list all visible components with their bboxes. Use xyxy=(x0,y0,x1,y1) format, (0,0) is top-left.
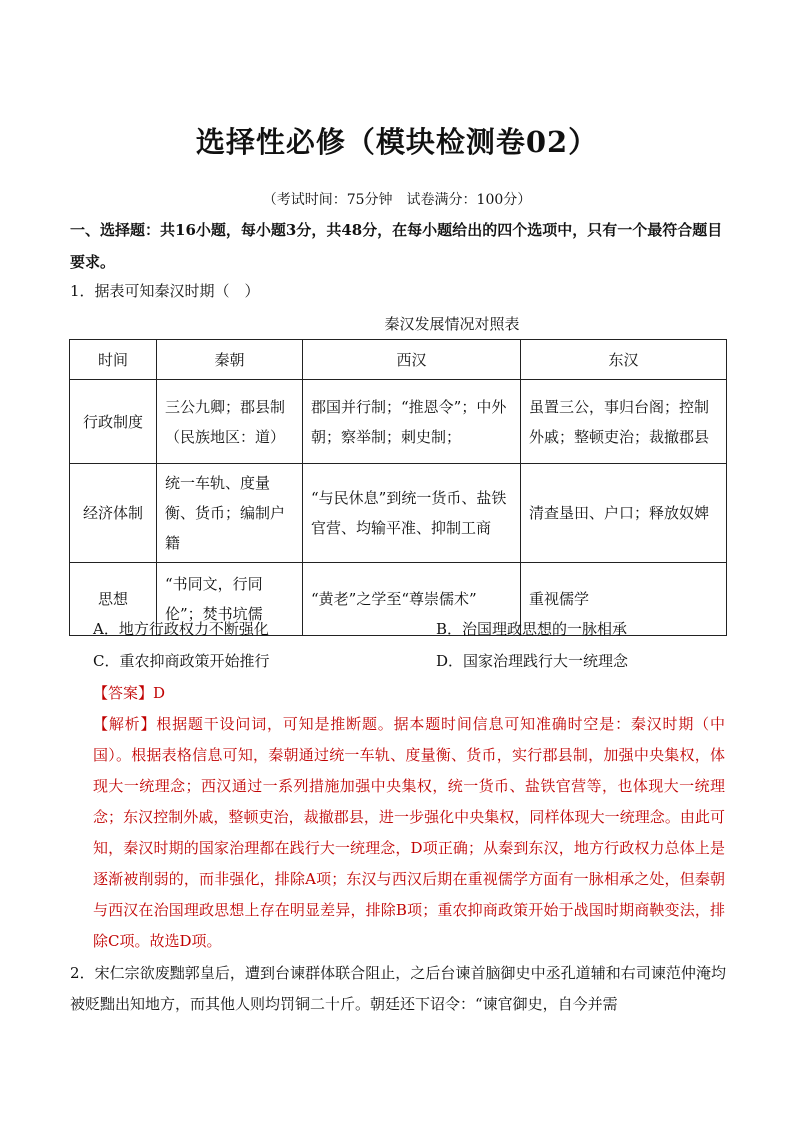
question-2-stem: 2．宋仁宗欲废黜郭皇后，遭到台谏群体联合阻止，之后台谏首脑御史中丞孔道辅和右司谏范仲淹均被贬黜出知地方，而其他人则均罚铜二十斤。朝廷还下诏令：“谏官御史，自今并需 xyxy=(70,964,726,1013)
answer-label: 【答案】D xyxy=(93,684,166,702)
options-row xyxy=(93,645,723,677)
table-cell: 经济体制 xyxy=(70,464,157,563)
question-1-stem: 1．据表可知秦汉时期（ ） xyxy=(70,282,260,300)
table-header-cell: 东汉 xyxy=(521,340,727,380)
table-row xyxy=(70,464,727,563)
table-cell: 思想 xyxy=(70,563,157,636)
section-heading: 一、选择题：共16小题，每小题3分，共48分，在每小题给出的四个选项中，只有一个最符合题目要求。 xyxy=(70,221,723,271)
option-a[interactable]: A．地方行政权力不断强化 xyxy=(93,620,269,638)
table-cell: “与民休息”到统一货币、盐铁官营、均输平准、抑制工商 xyxy=(303,464,521,563)
table-row xyxy=(70,380,727,464)
table-header-cell: 西汉 xyxy=(303,340,521,380)
option-d[interactable]: D．国家治理践行大一统理念 xyxy=(436,652,629,670)
table-cell: 虽置三公，事归台阁；控制外戚；整顿吏治；裁撤郡县 xyxy=(521,380,727,464)
option-b[interactable]: B．治国理政思想的一脉相承 xyxy=(436,620,628,638)
options-row xyxy=(93,613,723,645)
table-cell: 行政制度 xyxy=(70,380,157,464)
table-header-cell: 秦朝 xyxy=(157,340,303,380)
table-cell: 三公九卿；郡县制（民族地区：道） xyxy=(157,380,303,464)
table-cell: 清查垦田、户口；释放奴婢 xyxy=(521,464,727,563)
option-c[interactable]: C．重农抑商政策开始推行 xyxy=(93,652,270,670)
table-cell: “黄老”之学至“尊崇儒术” xyxy=(303,563,521,636)
analysis-text: 【解析】根据题干设问词，可知是推断题。据本题时间信息可知准确时空是：秦汉时期（中国）。根据表格信息可知，秦朝通过统一车轨、度量衡、货币，实行郡县制，加强中央集权，体现大一统理念；西汉通过一系列措施加强中央集权，统一货币、盐铁官营等，也体现大一统理念；东汉控制外戚，整顿吏治，裁撤郡县，进一步强化中央集权，同样体现大一统理念。由此可知，秦汉时期的国家治理都在践行大一统理念，D项正确；从秦到东汉，地方行政权力总体上是逐渐被削弱的，而非强化，排除A项；东汉与西汉后期在重视儒学方面有一脉相承之处，但秦朝与西汉在治国理政思想上存在明显差异，排除B项；重农抑商政策开始于战国时期商鞅变法，排除C项。故选D项。 xyxy=(93,715,725,950)
table-cell: 郡国并行制；“推恩令”；中外朝；察举制；刺史制； xyxy=(303,380,521,464)
table-cell: 重视儒学 xyxy=(521,563,727,636)
table-header-row xyxy=(70,340,727,380)
answer-options xyxy=(93,613,723,677)
table-caption: 秦汉发展情况对照表 xyxy=(384,315,520,333)
table-header-cell: 时间 xyxy=(70,340,157,380)
exam-info: （考试时间：75分钟 试卷满分：100分） xyxy=(262,192,532,208)
page-title: 选择性必修（模块检测卷02） xyxy=(195,125,599,159)
table-cell: “书同文，行同伦”；焚书坑儒 xyxy=(157,563,303,636)
comparison-table xyxy=(69,339,727,636)
table-cell: 统一车轨、度量衡、货币；编制户籍 xyxy=(157,464,303,563)
